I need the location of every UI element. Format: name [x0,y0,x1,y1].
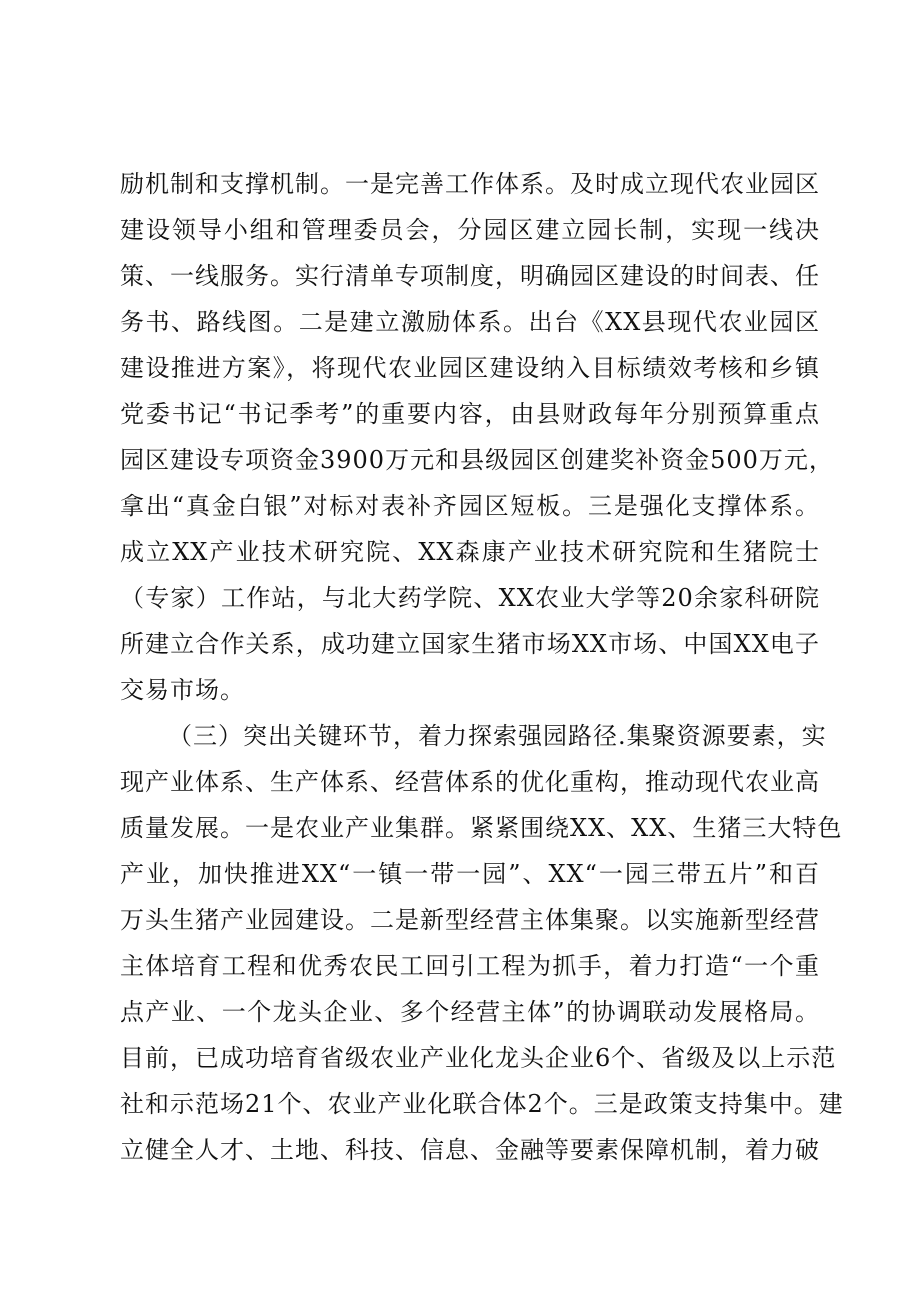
text-line-11: 所建立合作关系，成功建立国家生猪市场XX市场、中国XX电子 [120,630,820,658]
text-line-5: 建设推进方案》，将现代农业园区建设纳入目标绩效考核和乡镇 [120,354,820,382]
text-line-7: 园区建设专项资金3900万元和县级园区创建奖补资金500万元， [120,446,834,474]
text-line-6: 党委书记“书记季考”的重要内容，由县财政每年分别预算重点 [120,400,820,428]
text-line-12: 交易市场。 [120,676,245,704]
text-line-1: 励机制和支撑机制。一是完善工作体系。及时成立现代农业园区 [120,170,820,198]
text-line-15: 质量发展。一是农业产业集群。紧紧围绕XX、XX、生猪三大特色 [120,814,843,842]
text-line-20: 目前，已成功培育省级农业产业化龙头企业6个、省级及以上示范 [120,1044,837,1072]
text-line-3: 策、一线服务。实行清单专项制度，明确园区建设的时间表、任 [120,262,820,290]
section-heading-line: （三）突出关键环节，着力探索强园路径.集聚资源要素，实 [168,722,827,750]
text-line-9: 成立XX产业技术研究院、XX森康产业技术研究院和生猪院士 [120,538,820,566]
text-line-17: 万头生猪产业园建设。二是新型经营主体集聚。以实施新型经营 [120,906,820,934]
text-line-22: 立健全人才、土地、科技、信息、金融等要素保障机制，着力破 [120,1136,820,1164]
text-line-21: 社和示范场21个、农业产业化联合体2个。三是政策支持集中。建 [120,1090,844,1118]
text-line-14: 现产业体系、生产体系、经营体系的优化重构，推动现代农业高 [120,768,820,796]
text-line-4: 务书、路线图。二是建立激励体系。出台《XX县现代农业园区 [120,308,820,336]
text-line-16: 产业，加快推进XX“一镇一带一园”、XX“一园三带五片”和百 [120,860,820,888]
text-line-18: 主体培育工程和优秀农民工回引工程为抓手，着力打造“一个重 [120,952,820,980]
text-line-10: （专家）工作站，与北大药学院、XX农业大学等20余家科研院 [120,584,820,612]
text-line-2: 建设领导小组和管理委员会，分园区建立园长制，实现一线决 [120,216,820,244]
text-line-19: 点产业、一个龙头企业、多个经营主体”的协调联动发展格局。 [120,998,820,1026]
text-line-8: 拿出“真金白银”对标对表补齐园区短板。三是强化支撑体系。 [120,492,820,520]
